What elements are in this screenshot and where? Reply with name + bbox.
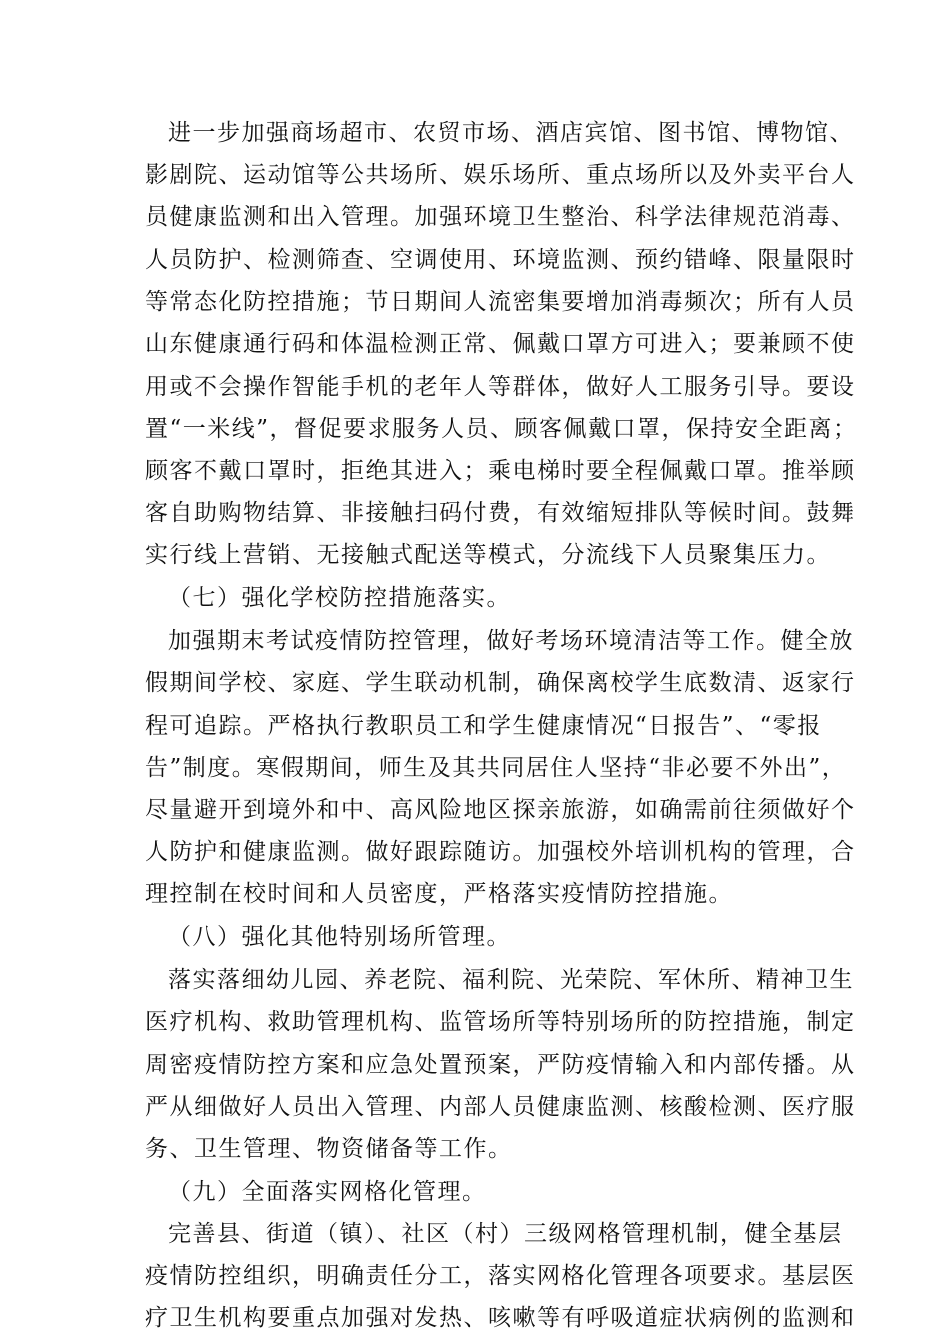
paragraph-line: 周密疫情防控方案和应急处置预案，严防疫情输入和内部传播。从 [145, 1052, 856, 1078]
paragraph-line: 实行线上营销、无接触式配送等模式，分流线下人员聚集压力。 [145, 542, 831, 568]
section-heading-7: （七）强化学校防控措施落实。 [168, 585, 511, 611]
paragraph-line: 告”制度。寒假期间，师生及其共同居住人坚持“非必要不外出”， [145, 755, 847, 781]
paragraph-line: 人防护和健康监测。做好跟踪随访。加强校外培训机构的管理，合 [145, 839, 856, 865]
paragraph-line: 程可追踪。严格执行教职员工和学生健康情况“日报告”、“零报 [145, 713, 822, 739]
paragraph-line: 尽量避开到境外和中、高风险地区探亲旅游，如确需前往须做好个 [145, 797, 856, 823]
paragraph-line: 落实落细幼儿园、养老院、福利院、光荣院、军休所、精神卫生 [168, 967, 854, 993]
paragraph-line: 严从细做好人员出入管理、内部人员健康监测、核酸检测、医疗服 [145, 1094, 856, 1120]
paragraph-line: 顾客不戴口罩时，拒绝其进入；乘电梯时要全程佩戴口罩。推举顾 [145, 458, 856, 484]
paragraph-line: 影剧院、运动馆等公共场所、娱乐场所、重点场所以及外卖平台人 [145, 162, 856, 188]
paragraph-line: 医疗机构、救助管理机构、监管场所等特别场所的防控措施，制定 [145, 1009, 856, 1035]
paragraph-line: 加强期末考试疫情防控管理，做好考场环境清洁等工作。健全放 [168, 628, 854, 654]
paragraph-line: 务、卫生管理、物资储备等工作。 [145, 1136, 513, 1162]
paragraph-line: 客自助购物结算、非接触扫码付费，有效缩短排队等候时间。鼓舞 [145, 500, 856, 526]
section-heading-9: （九）全面落实网格化管理。 [168, 1179, 487, 1205]
paragraph-line: 理控制在校时间和人员密度，严格落实疫情防控措施。 [145, 881, 733, 907]
paragraph-line: 疗卫生机构要重点加强对发热、咳嗽等有呼吸道症状病例的监测和 [145, 1305, 856, 1331]
paragraph-line: 完善县、街道（镇）、社区（村）三级网格管理机制，健全基层 [168, 1221, 843, 1247]
paragraph-line: 进一步加强商场超市、农贸市场、酒店宾馆、图书馆、博物馆、 [168, 120, 854, 146]
paragraph-line: 置“一米线”，督促要求服务人员、顾客佩戴口罩，保持安全距离； [145, 416, 858, 442]
paragraph-line: 山东健康通行码和体温检测正常、佩戴口罩方可进入；要兼顾不使 [145, 331, 856, 357]
paragraph-line: 等常态化防控措施；节日期间人流密集要增加消毒频次；所有人员 [145, 289, 856, 315]
paragraph-line: 假期间学校、家庭、学生联动机制，确保离校学生底数清、返家行 [145, 670, 856, 696]
paragraph-line: 用或不会操作智能手机的老年人等群体，做好人工服务引导。要设 [145, 374, 856, 400]
section-heading-8: （八）强化其他特别场所管理。 [168, 924, 511, 950]
paragraph-line: 人员防护、检测筛查、空调使用、环境监测、预约错峰、限量限时 [145, 247, 856, 273]
paragraph-line: 员健康监测和出入管理。加强环境卫生整治、科学法律规范消毒、 [145, 204, 856, 230]
paragraph-line: 疫情防控组织，明确责任分工，落实网格化管理各项要求。基层医 [145, 1263, 856, 1289]
